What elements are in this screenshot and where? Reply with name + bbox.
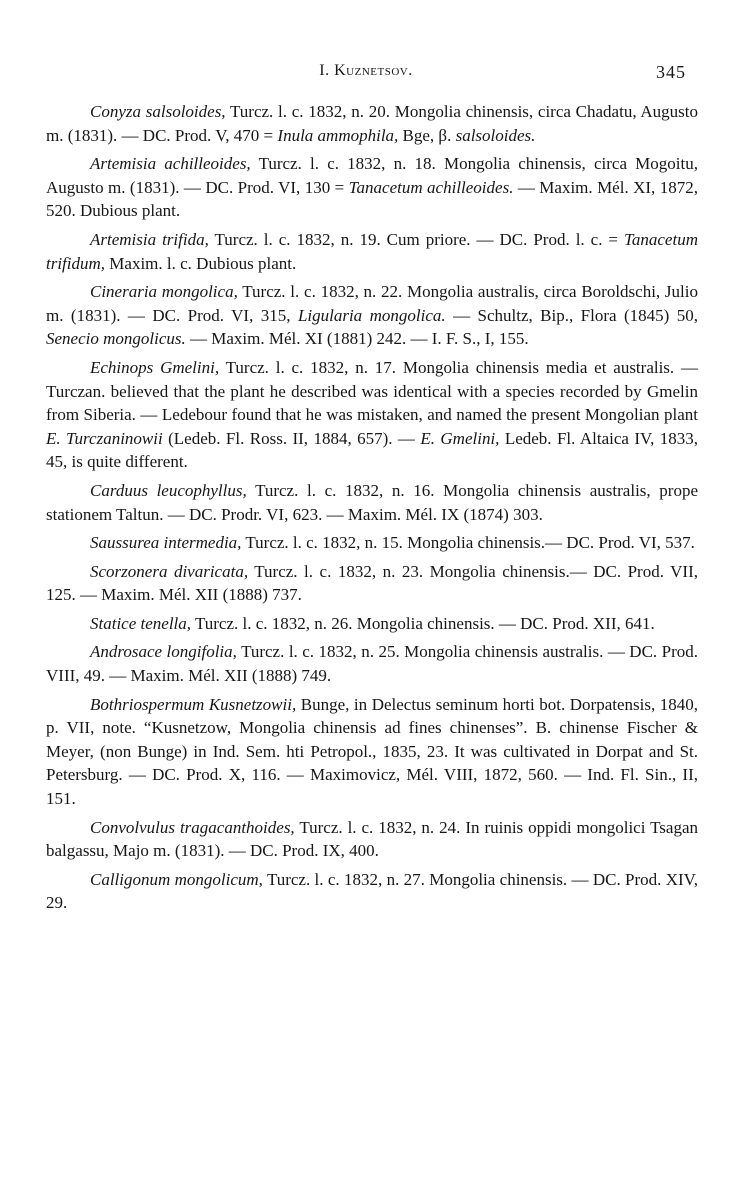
species-name: Statice tenella, bbox=[90, 613, 192, 633]
entry-text: Turcz. l. c. 1832, n. 19. Cum priore. — DC. Prod. l. c. = bbox=[208, 229, 624, 249]
species-name: E. Gmelini, bbox=[420, 428, 500, 448]
species-name: Carduus leucophyllus, bbox=[90, 480, 247, 500]
entry-text: Turcz. l. c. 1832, n. 17. Mongolia chinensis media et australis. — Turczan. believed that the plant he described was identical with a species recorded by Gmelin from Siberia. — Ledebour found that he was mistaken, and named the present Mongolian plant bbox=[46, 357, 698, 425]
entry bbox=[46, 560, 698, 607]
entry-text: Ledeb. Fl. Altaica IV, 1833, 45, is quite different. bbox=[46, 428, 699, 472]
entry bbox=[46, 693, 698, 811]
species-name: Androsace longifolia, bbox=[90, 642, 237, 662]
entry-text: — Schultz, Bip., Flora (1845) 50, bbox=[445, 305, 698, 325]
species-name: Bothriospermum Kusnetzowii, bbox=[90, 694, 297, 714]
entry-text: Turcz. l. c. 1832, n. 20. Mongolia chinensis, circa Chadatu, Augusto m. (1831). — DC. Prod. V, 470 = bbox=[46, 102, 698, 145]
entry bbox=[46, 868, 698, 915]
species-name: Cineraria mongolica, bbox=[90, 282, 238, 302]
entry bbox=[46, 356, 698, 474]
running-head-text: I. Kuznetsov. bbox=[319, 62, 413, 79]
page-number: 345 bbox=[656, 62, 686, 82]
entry bbox=[46, 816, 698, 863]
entry-text: Bge, β. bbox=[398, 125, 456, 145]
species-name: Tanacetum trifidum, bbox=[46, 229, 698, 273]
entry bbox=[46, 100, 698, 147]
species-name: Artemisia achilleoides, bbox=[90, 154, 251, 174]
species-name: salsoloides. bbox=[455, 125, 536, 145]
entry bbox=[46, 531, 698, 555]
species-name: Senecio mongolicus. bbox=[46, 329, 186, 349]
species-name: Artemisia trifida, bbox=[90, 229, 209, 249]
entry-text: Maxim. l. c. Dubious plant. bbox=[105, 253, 297, 273]
entry bbox=[46, 228, 698, 275]
entry bbox=[46, 280, 698, 351]
entry bbox=[46, 640, 698, 687]
species-name: Scorzonera divaricata, bbox=[90, 561, 249, 581]
entry-text: — Maxim. Mél. XI (1881) 242. — I. F. S., I, 155. bbox=[185, 329, 529, 349]
entry bbox=[46, 479, 698, 526]
species-name: Echinops Gmelini, bbox=[90, 357, 220, 377]
body-text bbox=[46, 100, 698, 920]
entry bbox=[46, 612, 698, 636]
entry-text: Turcz. l. c. 1832, n. 22. Mongolia australis, circa Boroldschi, Julio m. (1831). — DC. Prod. VI, 315, bbox=[46, 282, 698, 325]
running-head bbox=[46, 62, 686, 80]
entry-text: Turcz. l. c. 1832, n. 24. In ruinis oppidi mongolici Tsagan balgassu, Majo m. (1831). — DC. Prod. IX, 400. bbox=[46, 817, 698, 861]
species-name: Inula ammophila, bbox=[277, 125, 399, 145]
species-name: Ligularia mongolica. bbox=[297, 305, 446, 325]
entry-text: Turcz. l. c. 1832, n. 25. Mongolia chinensis australis. — DC. Prod. VIII, 49. — Maxim. Mél. XII (1888) 749. bbox=[46, 642, 698, 686]
page-header bbox=[46, 58, 686, 88]
entry-text: (Ledeb. Fl. Ross. II, 1884, 657). — bbox=[162, 428, 421, 448]
entry-text: — Maxim. Mél. XI, 1872, 520. Dubious plant. bbox=[46, 177, 698, 221]
entry-text: Turcz. l. c. 1832, n. 15. Mongolia chinensis.— DC. Prod. VI, 537. bbox=[241, 533, 695, 553]
entry-text: Turcz. l. c. 1832, n. 16. Mongolia chinensis australis, prope stationem Taltun. — DC. Prodr. VI, 623. — Maxim. Mél. IX (1874) 303. bbox=[46, 480, 698, 524]
entry-text: Turcz. l. c. 1832, n. 27. Mongolia chinensis. — DC. Prod. XIV, 29. bbox=[46, 869, 698, 913]
species-name: Convolvulus tragacanthoides, bbox=[90, 817, 295, 837]
entry-text: Turcz. l. c. 1832, n. 18. Mongolia chinensis, circa Mogoitu, Augusto m. (1831). — DC. Prod. VI, 130 = bbox=[46, 154, 698, 197]
species-name: Conyza salsoloides, bbox=[90, 102, 226, 121]
species-name: E. Turczaninowii bbox=[46, 428, 163, 448]
species-name: Saussurea intermedia, bbox=[90, 533, 242, 553]
species-name: Tanacetum achilleoides. bbox=[348, 177, 514, 197]
entry bbox=[46, 152, 698, 223]
entry-text: Turcz. l. c. 1832, n. 26. Mongolia chinensis. — DC. Prod. XII, 641. bbox=[191, 613, 655, 633]
species-name: Calligonum mongolicum, bbox=[90, 869, 263, 889]
entry-text: Bunge, in Delectus seminum horti bot. Dorpatensis, 1840, p. VII, note. “Kusnetzow, Mongolia chinensis ad fines chinenses”. B. chinense Fischer & Meyer, (non Bunge) in Ind. Sem. hti Petropol., 1835, 23. It was cultivated in Dorpat and St. Petersburg. — DC. Prod. X, 116. — Maximovicz, Mél. VIII, 1872, 560. — Ind. Fl. Sin., II, 151. bbox=[46, 694, 699, 809]
entry-text: Turcz. l. c. 1832, n. 23. Mongolia chinensis.— DC. Prod. VII, 125. — Maxim. Mél. XII (1888) 737. bbox=[46, 561, 698, 605]
